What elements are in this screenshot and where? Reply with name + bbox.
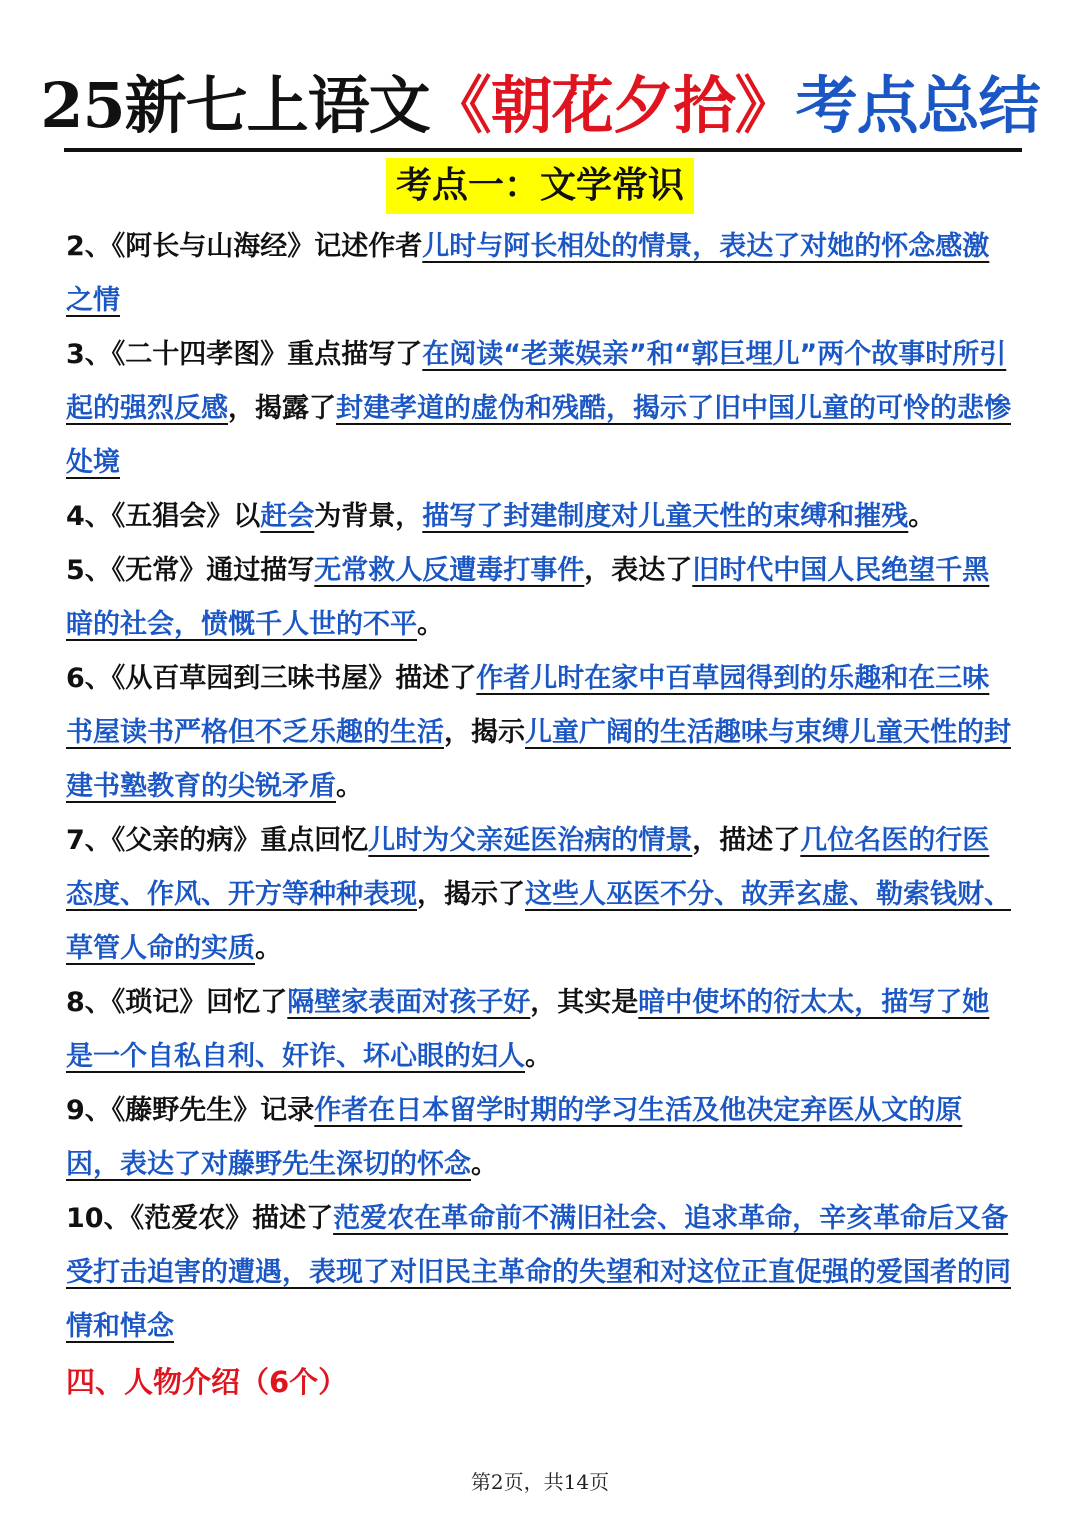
- note-text: 9、《藤野先生》记录: [66, 1095, 315, 1126]
- page-title: [0, 64, 1080, 148]
- subheading-characters: 四、人物介绍（6个）: [66, 1365, 348, 1399]
- note-text: 3、《二十四孝图》重点描写了: [66, 339, 423, 370]
- highlighted-text: 描写了封建制度对儿童天性的束缚和摧残: [422, 501, 909, 532]
- highlighted-text: 暗中使坏的衍太太，描写了她是一个自私自利、奸诈、坏心眼的妇人: [66, 987, 990, 1072]
- title-book-name: 《朝花夕拾》: [429, 69, 796, 142]
- note-item: [66, 976, 1016, 1084]
- note-text: ，揭示: [444, 717, 525, 748]
- note-text: ，其实是: [530, 987, 639, 1018]
- notes-content: [66, 220, 1016, 1410]
- note-text: 。: [471, 1149, 498, 1180]
- note-item: [66, 490, 1016, 544]
- section-heading-label: 考点一：文学常识: [386, 158, 694, 214]
- highlighted-text: 在阅读“老莱娱亲”和“郭巨埋儿”两个故事时所引起的强烈反感: [66, 339, 1007, 424]
- note-text: 为背景，: [314, 501, 423, 532]
- note-text: 。: [417, 609, 444, 640]
- highlighted-text: 这些人巫医不分、故弄玄虚、勒索钱财、草管人命的实质: [66, 879, 1011, 964]
- note-text: ，描述了: [692, 825, 801, 856]
- highlighted-text: 赶会: [260, 501, 315, 532]
- note-text: 5、《无常》通过描写: [66, 555, 315, 586]
- note-text: 。: [255, 933, 282, 964]
- highlighted-text: 封建孝道的虚伪和残酷，揭示了旧中国儿童的可怜的悲惨处境: [66, 393, 1011, 478]
- note-text: 。: [525, 1041, 552, 1072]
- note-text: 2、《阿长与山海经》记述作者: [66, 231, 423, 262]
- note-text: 6、《从百草园到三味书屋》描述了: [66, 663, 477, 694]
- highlighted-text: 旧时代中国人民绝望千黑暗的社会，愤慨千人世的不平: [66, 555, 990, 640]
- note-item: [66, 328, 1016, 490]
- note-text: ，揭露了: [228, 393, 336, 424]
- note-item: [66, 220, 1016, 328]
- highlighted-text: 儿童广阔的生活趣味与束缚儿童天性的封建书塾教育的尖锐矛盾: [66, 717, 1011, 802]
- highlighted-text: 无常救人反遭毒打事件: [314, 555, 585, 586]
- note-item: [66, 814, 1016, 976]
- highlighted-text: 儿时与阿长相处的情景，表达了对她的怀念感激之情: [66, 231, 990, 316]
- title-divider: [64, 148, 1022, 152]
- note-item: [66, 1084, 1016, 1192]
- note-text: 7、《父亲的病》重点回忆: [66, 825, 369, 856]
- highlighted-text: 儿时为父亲延医治病的情景: [368, 825, 693, 856]
- note-text: 。: [336, 771, 363, 802]
- note-item: [66, 544, 1016, 652]
- highlighted-text: 几位名医的行医态度、作风、开方等种种表现: [66, 825, 990, 910]
- section-heading: [0, 158, 1080, 214]
- highlighted-text: 作者儿时在家中百草园得到的乐趣和在三味书屋读书严格但不乏乐趣的生活: [66, 663, 990, 748]
- notes-list: [66, 220, 1016, 1354]
- note-item: [66, 652, 1016, 814]
- note-text: 10、《范爱农》描述了: [66, 1203, 334, 1234]
- highlighted-text: 作者在日本留学时期的学习生活及他决定弃医从文的原因，表达了对藤野先生深切的怀念: [66, 1095, 963, 1180]
- highlighted-text: 隔壁家表面对孩子好: [287, 987, 531, 1018]
- note-text: ，表达了: [584, 555, 693, 586]
- note-text: ，揭示了: [417, 879, 525, 910]
- note-text: 8、《琐记》回忆了: [66, 987, 288, 1018]
- title-prefix: 25新七上语文: [40, 69, 430, 142]
- note-item: [66, 1192, 1016, 1354]
- highlighted-text: 范爱农在革命前不满旧社会、追求革命，辛亥革命后又备受打击迫害的遭遇，表现了对旧民主革命的失望和对这位正直促强的爱国者的同情和悼念: [66, 1203, 1011, 1342]
- page-number: 第2页，共14页: [470, 1470, 610, 1494]
- title-suffix: 考点总结: [795, 69, 1040, 142]
- note-text: 4、《五猖会》以: [66, 501, 261, 532]
- note-text: 。: [908, 501, 936, 532]
